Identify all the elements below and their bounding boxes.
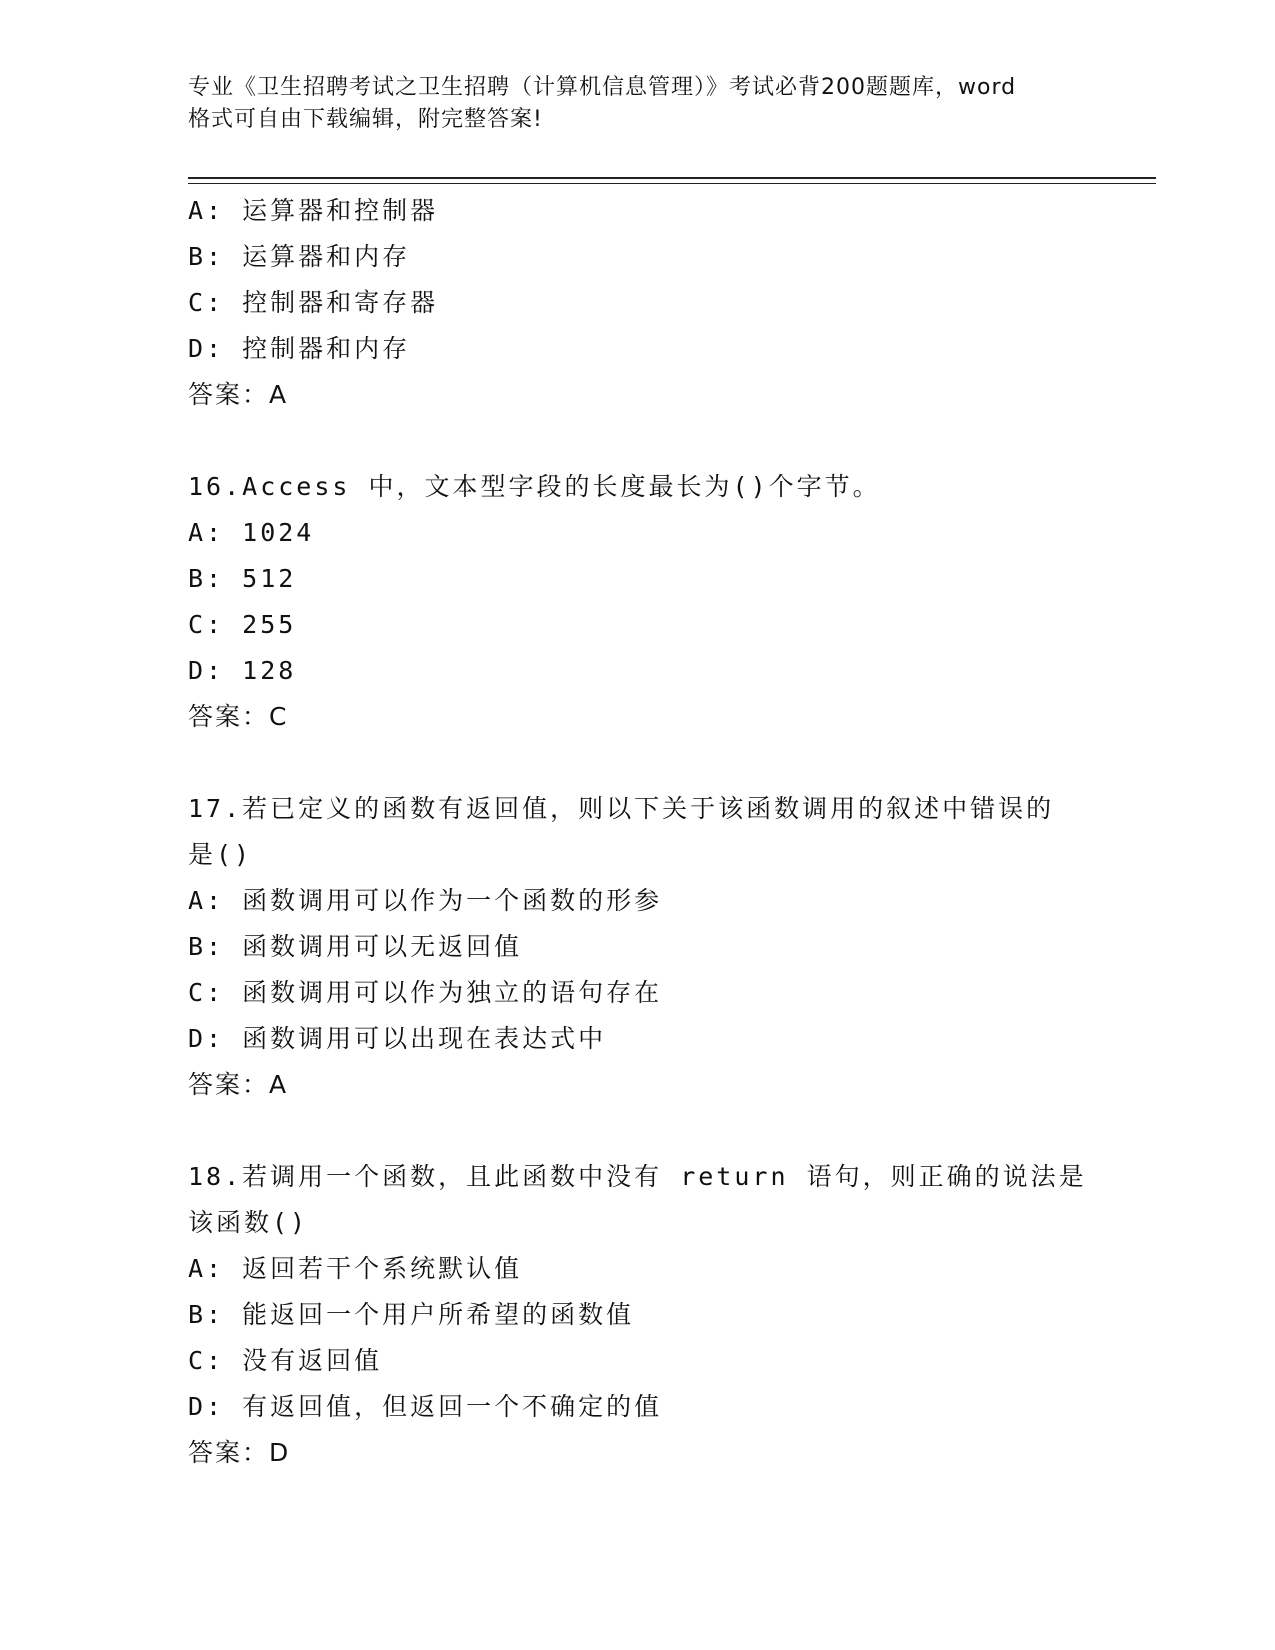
question-text-line-1: 18.若调用一个函数，且此函数中没有 return 语句，则正确的说法是 [188, 1162, 1087, 1191]
option-b: B: 512 [188, 564, 297, 593]
option-a: A: 1024 [188, 518, 315, 547]
spacer [188, 418, 1088, 464]
option-b: B: 函数调用可以无返回值 [188, 932, 523, 961]
option-a: A: 运算器和控制器 [188, 196, 439, 225]
answer: 答案：D [188, 1438, 291, 1467]
question-list [188, 188, 1088, 1476]
document-header [188, 72, 1088, 136]
header-line-2: 格式可自由下载编辑，附完整答案! [188, 107, 543, 132]
option-c: C: 255 [188, 610, 297, 639]
question-17 [188, 786, 1088, 1108]
spacer [188, 740, 1088, 786]
header-line-1: 专业《卫生招聘考试之卫生招聘（计算机信息管理）》考试必背200题题库，word [188, 75, 1017, 100]
option-c: C: 函数调用可以作为独立的语句存在 [188, 978, 663, 1007]
option-a: A: 函数调用可以作为一个函数的形参 [188, 886, 663, 915]
option-a: A: 返回若干个系统默认值 [188, 1254, 523, 1283]
answer: 答案：C [188, 702, 289, 731]
option-d: D: 控制器和内存 [188, 334, 411, 363]
question-text-line-1: 17.若已定义的函数有返回值，则以下关于该函数调用的叙述中错误的 [188, 794, 1055, 823]
answer: 答案：A [188, 1070, 289, 1099]
option-d: D: 128 [188, 656, 297, 685]
header-divider-thin [188, 183, 1156, 184]
option-b: B: 运算器和内存 [188, 242, 411, 271]
option-c: C: 没有返回值 [188, 1346, 383, 1375]
option-d: D: 有返回值，但返回一个不确定的值 [188, 1392, 663, 1421]
option-b: B: 能返回一个用户所希望的函数值 [188, 1300, 635, 1329]
question-text-line-2: 是() [188, 840, 253, 869]
question-text: 16.Access 中，文本型字段的长度最长为()个字节。 [188, 472, 881, 501]
option-c: C: 控制器和寄存器 [188, 288, 439, 317]
option-d: D: 函数调用可以出现在表达式中 [188, 1024, 607, 1053]
spacer [188, 1108, 1088, 1154]
answer: 答案：A [188, 380, 289, 409]
question-text-line-2: 该函数() [188, 1208, 309, 1237]
header-divider-thick [188, 177, 1156, 179]
question-fragment [188, 188, 1088, 418]
question-18 [188, 1154, 1088, 1476]
question-16 [188, 464, 1088, 740]
